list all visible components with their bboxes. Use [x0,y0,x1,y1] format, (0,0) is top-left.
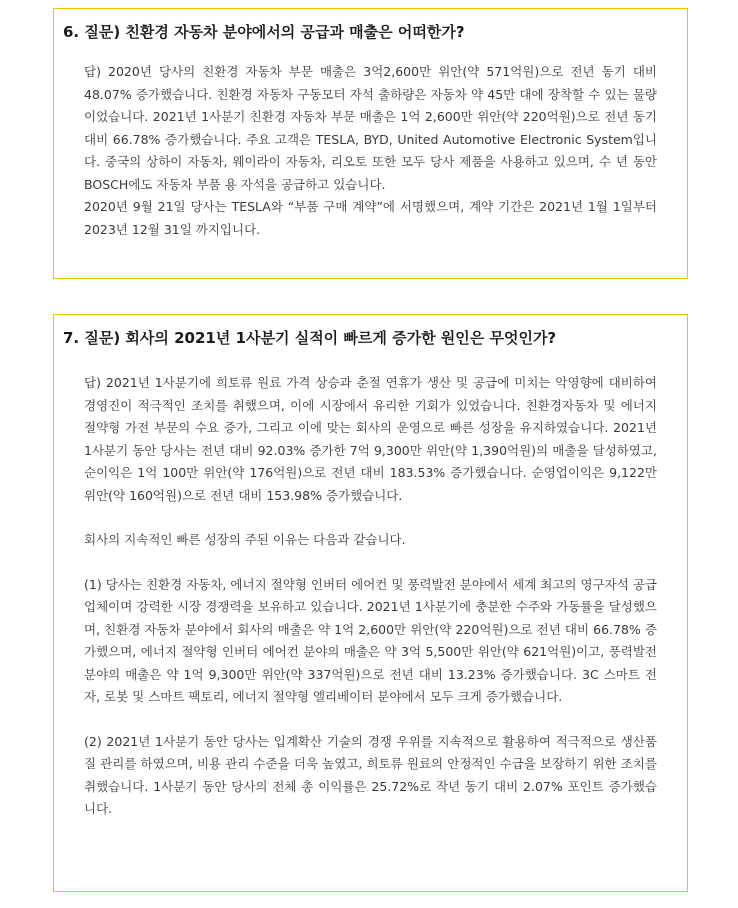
qa-box-question-7 [53,314,688,892]
question-title: 6. 질문) 친환경 자동차 분야에서의 공급과 매출은 어떠한가? [63,23,465,41]
qa-box-question-6 [53,8,688,279]
answer-body [84,372,657,821]
answer-paragraph: 답) 2021년 1사분기에 희토류 원료 가격 상승과 춘절 연휴가 생산 및 공급에 미치는 악영향에 대비하여 경영진이 적극적인 조치를 취했으며, 이에 시장에서 유리한 기회가 있었습니다. 친환경자동차 및 에너지 절약형 가전 부문의 수요 증가, 그리고 이에 맞는 회사의 운영으로 빠른 성장을 유지하였습니다. 2021년 1사분기 동안 당사는 전년 대비 92.03% 증가한 7억 9,300만 위안(약 1,390억원)의 매출을 달성하였고, 순이익은 1억 100만 위안(약 176억원)으로 전년 대비 183.53% 증가했습니다. 순영업이익은 9,122만 위안(약 160억원)으로 전년 대비 153.98% 증가했습니다. [84,375,657,503]
answer-paragraph: (1) 당사는 친환경 자동차, 에너지 절약형 인버터 에어컨 및 풍력발전 분야에서 세계 최고의 영구자석 공급업체이며 강력한 시장 경쟁력을 보유하고 있습니다. 2021년 1사분기에 충분한 수주와 가동률을 달성했으며, 친환경 자동차 분야에서 회사의 매출은 약 1억 2,600만 위안(약 220억원)으로 전년 대비 66.78% 증가했으며, 에너지 절약형 인버터 에어컨 분야의 매출은 약 3억 5,500만 위안(약 621억원)이고, 풍력발전 분야의 매출은 약 1억 9,300만 위안(약 337억원)으로 전년 대비 13.23% 증가했습니다. 3C 스마트 전자, 로봇 및 스마트 팩토리, 에너지 절약형 엘리베이터 분야에서 모두 크게 증가했습니다. [84,576,657,704]
question-title: 7. 질문) 회사의 2021년 1사분기 실적이 빠르게 증가한 원인은 무엇인가? [63,329,557,347]
answer-paragraph: 2020년 9월 21일 당사는 TESLA와 “부품 구매 계약”에 서명했으며, 계약 기간은 2021년 1월 1일부터 2023년 12월 31일 까지입니다. [84,199,657,237]
answer-paragraph: 회사의 지속적인 빠른 성장의 주된 이유는 다음과 같습니다. [84,532,406,547]
answer-paragraph: 답) 2020년 당사의 친환경 자동차 부문 매출은 3억2,600만 위안(약 571억원)으로 전년 동기 대비 48.07% 증가했습니다. 친환경 자동차 구동모터 자석 출하량은 자동차 약 45만 대에 장착할 수 있는 물량이었습니다. 2021년 1사분기 친환경 자동차 부문 매출은 1억 2,600만 위안(약 220억원)으로 전년 동기 대비 66.78% 증가했습니다. 주요 고객은 TESLA, BYD, United Automotive Electronic System입니다. 중국의 상하이 자동차, 웨이라이 자동차, 리오토 또한 모두 당사 제품을 사용하고 있으며, 수 년 동안 BOSCH에도 자동차 부품 용 자석을 공급하고 있습니다. [84,64,657,192]
answer-body [84,61,657,241]
answer-paragraph: (2) 2021년 1사분기 동안 당사는 입계확산 기술의 경쟁 우위를 지속적으로 활용하여 적극적으로 생산품질 관리를 하였으며, 비용 관리 수준을 더욱 높였고, 희토류 원료의 안정적인 수급을 보장하기 위한 조치를 취했습니다. 1사분기 동안 당사의 전체 총 이익률은 25.72%로 작년 동기 대비 2.07% 포인트 증가했습니다. [84,733,657,816]
